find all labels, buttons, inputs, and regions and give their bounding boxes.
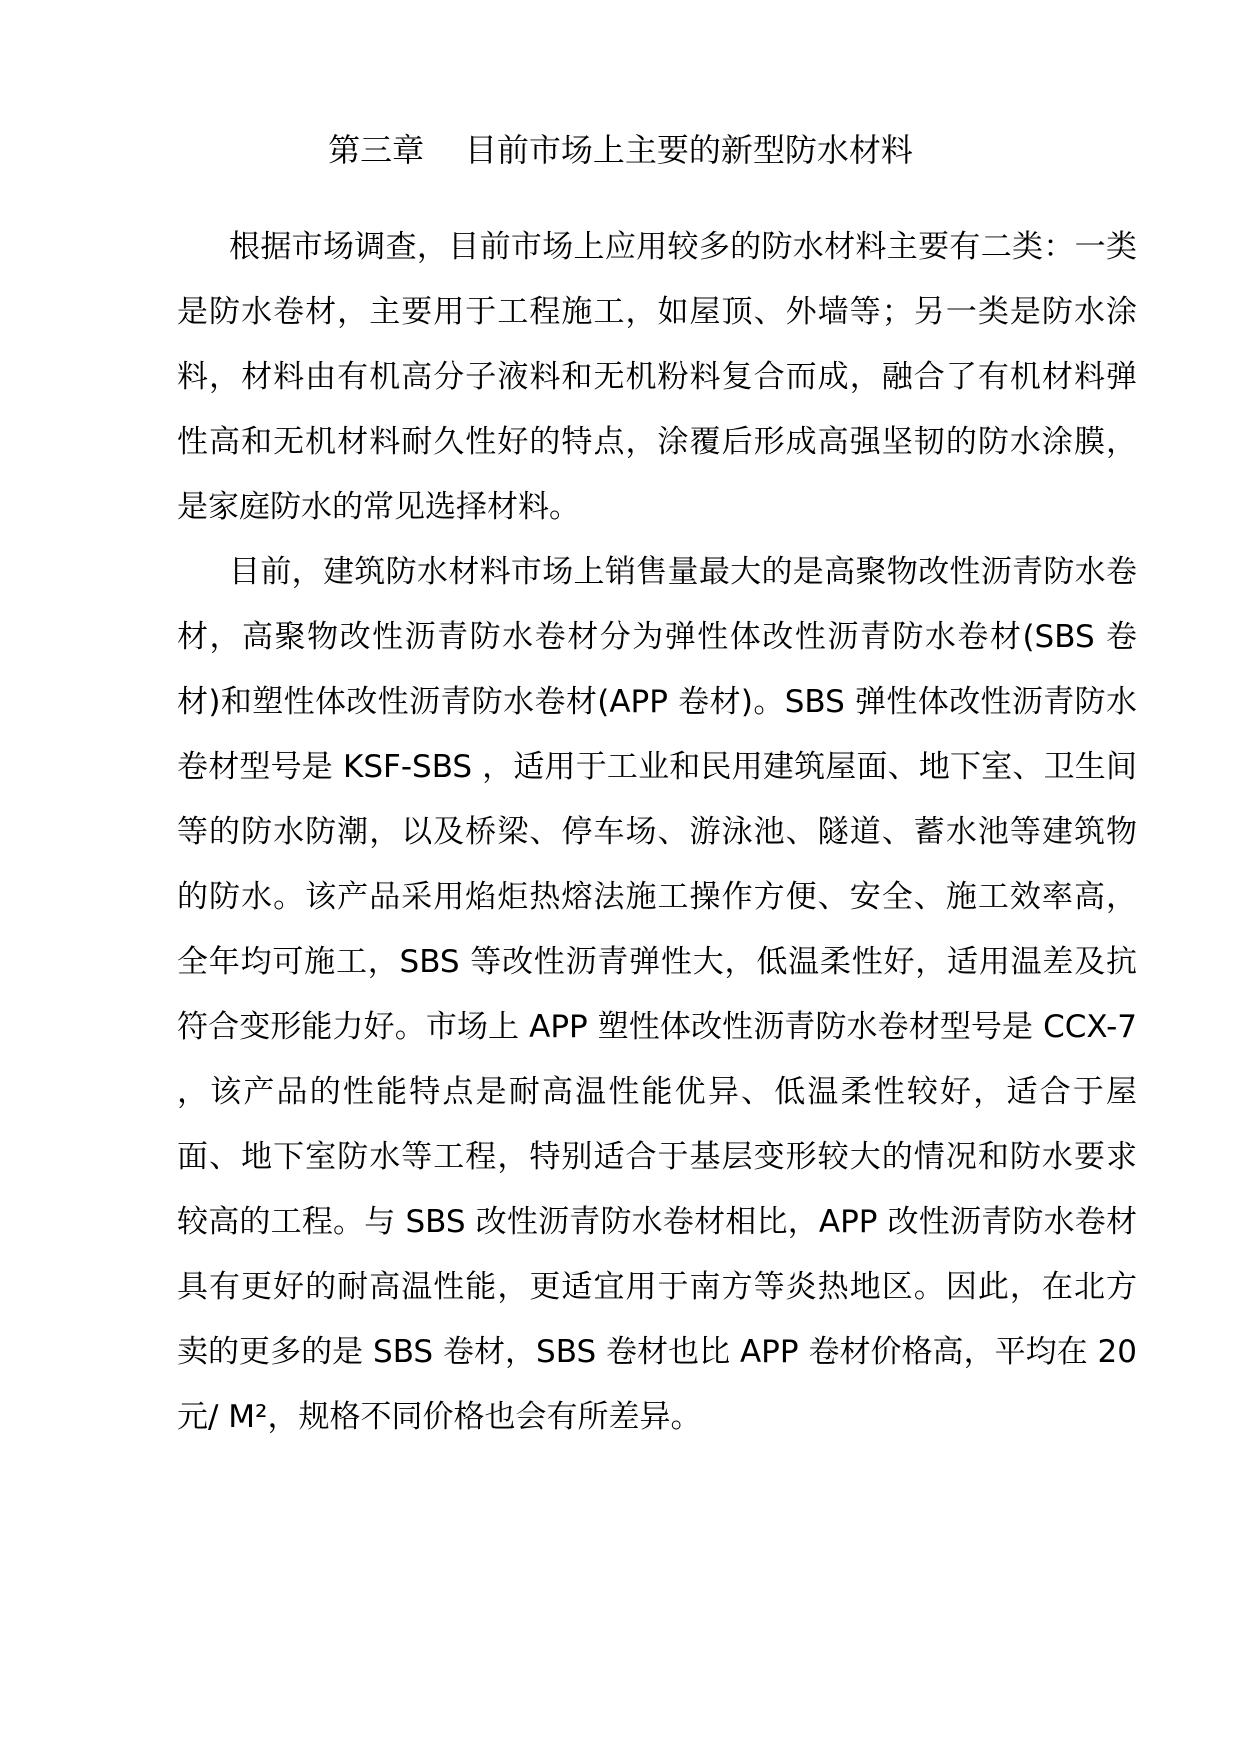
body-text [177, 215, 1137, 1450]
paragraph-market-survey: 根据市场调查，目前市场上应用较多的防水材料主要有二类：一类是防水卷材，主要用于工程施工，如屋顶、外墙等；另一类是防水涂料，材料由有机高分子液料和无机粉料复合而成，融合了有机材料弹性高和无机材料耐久性好的特点，涂覆后形成高强坚韧的防水涂膜，是家庭防水的常见选择材料。 [177, 229, 1137, 525]
chapter-title: 第三章 目前市场上主要的新型防水材料 [328, 131, 913, 169]
paragraph-modified-asphalt-membranes: 目前，建筑防水材料市场上销售量最大的是高聚物改性沥青防水卷材，高聚物改性沥青防水卷材分为弹性体改性沥青防水卷材(SBS 卷材)和塑性体改性沥青防水卷材(APP 卷材)。SBS 弹性体改性沥青防水卷材型号是 KSF-SBS ，适用于工业和民用建筑屋面、地下室、卫生间等的防水防潮，以及桥梁、停车场、游泳池、隧道、蓄水池等建筑物的防水。该产品采用焰炬热熔法施工操作方便、安全、施工效率高，全年均可施工，SBS 等改性沥青弹性大，低温柔性好，适用温差及抗符合变形能力好。市场上 APP 塑性体改性沥青防水卷材型号是 CCX-7 ，该产品的性能特点是耐高温性能优异、低温柔性较好，适合于屋面、地下室防水等工程，特别适合于基层变形较大的情况和防水要求较高的工程。与 SBS 改性沥青防水卷材相比，APP 改性沥青防水卷材具有更好的耐高温性能，更适宜用于南方等炎热地区。因此，在北方卖的更多的是 SBS 卷材，SBS 卷材也比 APP 卷材价格高，平均在 20 元/ M²，规格不同价格也会有所差异。 [177, 554, 1137, 1435]
